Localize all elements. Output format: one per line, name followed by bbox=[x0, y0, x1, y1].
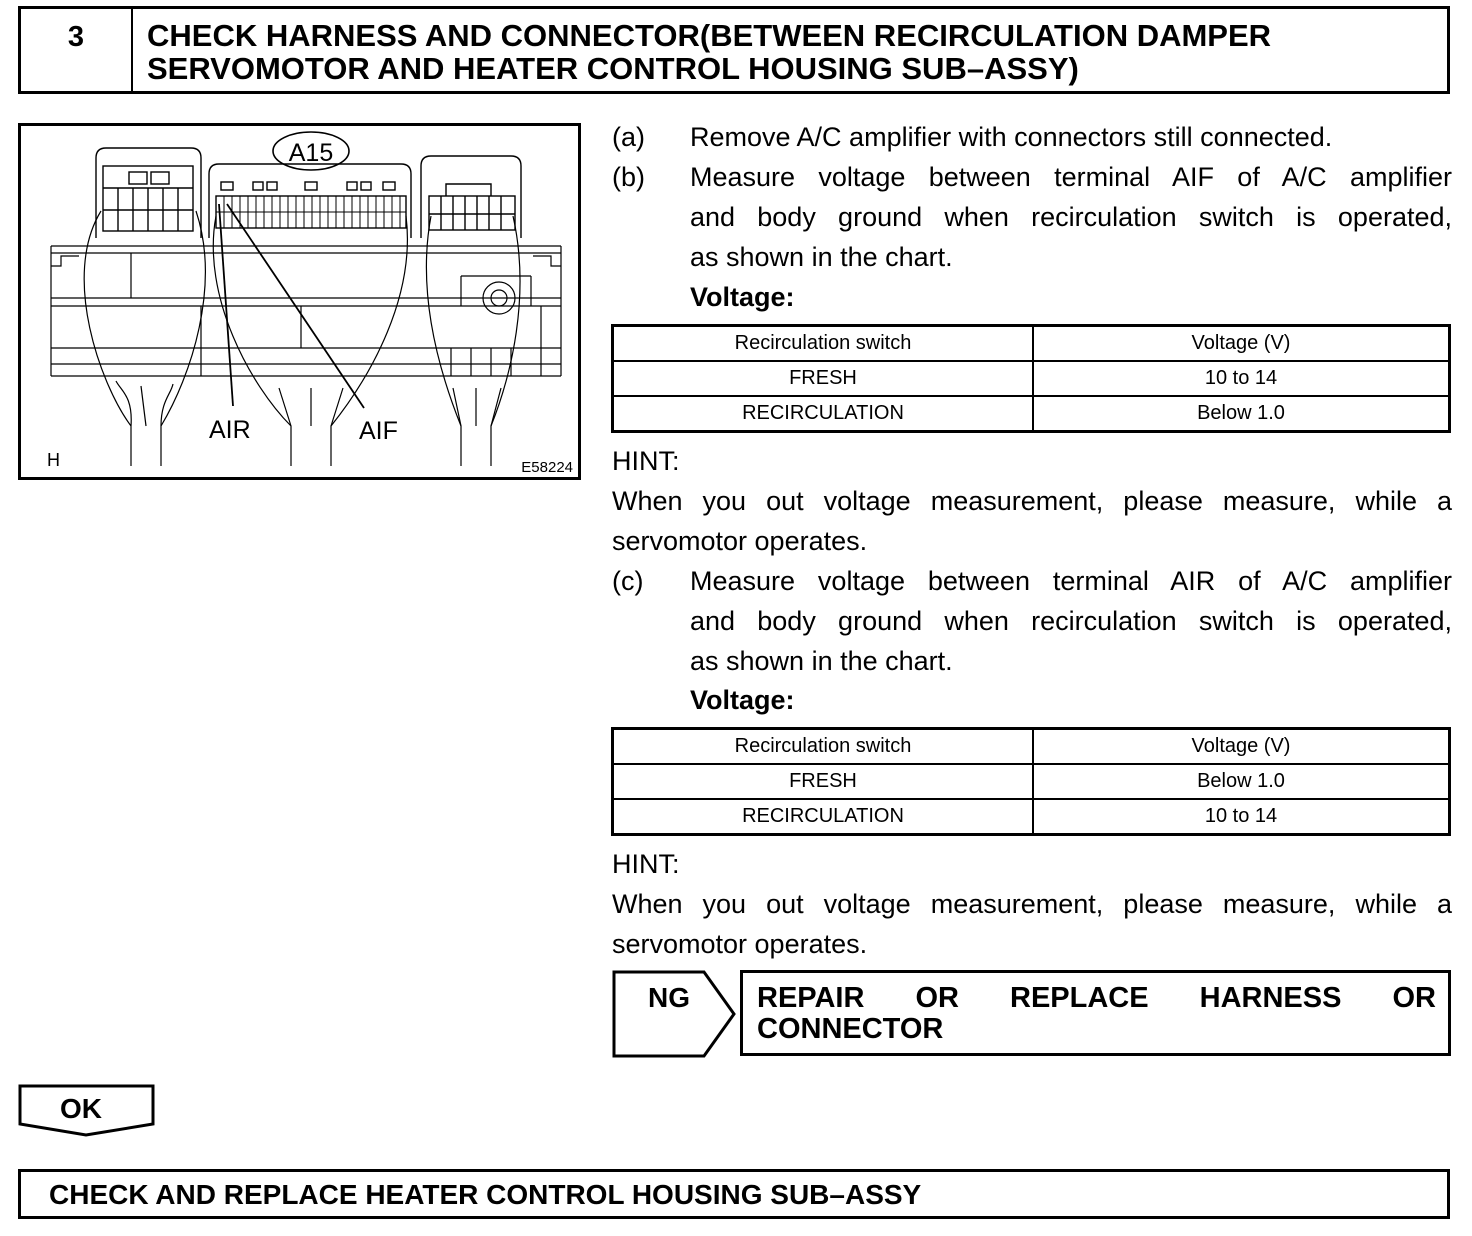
table-row bbox=[613, 396, 1450, 432]
figure-code: E58224 bbox=[521, 459, 573, 476]
table-header-row bbox=[613, 326, 1450, 362]
voltage-heading-c: Voltage: bbox=[690, 685, 795, 715]
final-action-box bbox=[18, 1169, 1450, 1219]
voltage-table-b bbox=[611, 324, 1451, 433]
step-title-line-2: SERVOMOTOR AND HEATER CONTROL HOUSING SUB–ASSY) bbox=[147, 51, 1079, 86]
step-a-label: (a) bbox=[612, 122, 645, 152]
step-b-line-3: as shown in the chart. bbox=[690, 242, 953, 272]
table-header-cell: Voltage (V) bbox=[1033, 729, 1450, 765]
table-cell: Below 1.0 bbox=[1033, 764, 1450, 799]
ok-label: OK bbox=[60, 1093, 102, 1124]
voltage-heading-b: Voltage: bbox=[690, 282, 795, 312]
table-header-cell: Recirculation switch bbox=[613, 326, 1034, 362]
ng-label: NG bbox=[648, 982, 690, 1013]
table-cell: FRESH bbox=[613, 361, 1034, 396]
ng-result-box bbox=[740, 970, 1451, 1056]
table-header-cell: Voltage (V) bbox=[1033, 326, 1450, 362]
table-row bbox=[613, 799, 1450, 835]
right-connector bbox=[421, 156, 521, 238]
hint-text-c-line-2: servomotor operates. bbox=[612, 929, 868, 959]
hint-text-b-line-2: servomotor operates. bbox=[612, 526, 868, 556]
harness-wires bbox=[84, 211, 520, 466]
step-header bbox=[18, 6, 1450, 94]
table-cell: Below 1.0 bbox=[1033, 396, 1450, 432]
step-title bbox=[147, 19, 1437, 85]
table-cell: RECIRCULATION bbox=[613, 396, 1034, 432]
final-action-text: CHECK AND REPLACE HEATER CONTROL HOUSING SUB–ASSY bbox=[49, 1179, 922, 1210]
step-c-line-1: Measure voltage between terminal AIR of A/C amplifier bbox=[690, 566, 1452, 596]
table-header-row bbox=[613, 729, 1450, 765]
step-b-label: (b) bbox=[612, 162, 645, 192]
hint-text-c-line-1: When you out voltage measurement, please measure, while a bbox=[612, 889, 1452, 919]
housing-outline bbox=[51, 246, 561, 376]
hint-label-c: HINT: bbox=[612, 849, 680, 879]
table-row bbox=[613, 361, 1450, 396]
terminal-label-aif: AIF bbox=[359, 417, 398, 445]
step-c-label: (c) bbox=[612, 566, 644, 596]
step-c-line-3: as shown in the chart. bbox=[690, 646, 953, 676]
step-b-line-2: and body ground when recirculation switch is operated, bbox=[690, 202, 1452, 232]
ng-result-line-2: CONNECTOR bbox=[757, 1013, 944, 1045]
step-a-text: Remove A/C amplifier with connectors still connected. bbox=[690, 122, 1333, 152]
hint-label-b: HINT: bbox=[612, 446, 680, 476]
ng-result-line-1: REPAIR OR REPLACE HARNESS OR bbox=[757, 982, 1436, 1014]
table-cell: 10 to 14 bbox=[1033, 799, 1450, 835]
connector-label-a15: A15 bbox=[288, 139, 334, 167]
figure-corner-letter: H bbox=[47, 450, 60, 470]
voltage-table-c bbox=[611, 727, 1451, 836]
step-b-line-1: Measure voltage between terminal AIF of A/C amplifier bbox=[690, 162, 1452, 192]
table-cell: FRESH bbox=[613, 764, 1034, 799]
left-connector bbox=[96, 148, 201, 238]
hint-text-b-line-1: When you out voltage measurement, please measure, while a bbox=[612, 486, 1452, 516]
table-cell: 10 to 14 bbox=[1033, 361, 1450, 396]
terminal-label-air: AIR bbox=[209, 416, 251, 444]
table-cell: RECIRCULATION bbox=[613, 799, 1034, 835]
step-title-line-1: CHECK HARNESS AND CONNECTOR(BETWEEN RECIRCULATION DAMPER bbox=[147, 18, 1272, 53]
connector-diagram bbox=[21, 126, 578, 477]
table-row bbox=[613, 764, 1450, 799]
step-number: 3 bbox=[21, 9, 133, 91]
table-header-cell: Recirculation switch bbox=[613, 729, 1034, 765]
connector-figure bbox=[18, 123, 581, 480]
step-c-line-2: and body ground when recirculation switch is operated, bbox=[690, 606, 1452, 636]
